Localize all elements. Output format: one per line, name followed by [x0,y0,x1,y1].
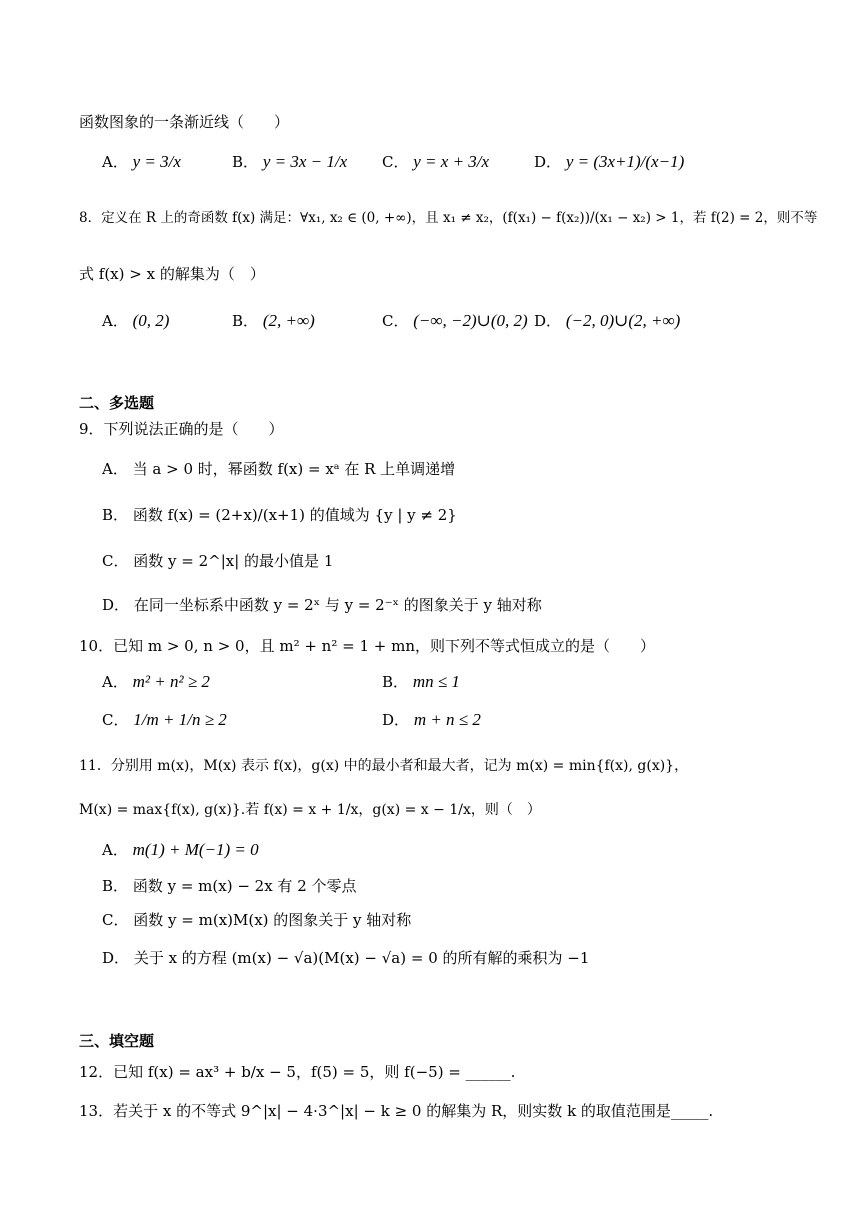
option-label: B． [232,153,259,171]
option-text: mn ≤ 1 [412,672,460,691]
q9-option-d [102,595,542,615]
option-label: A． [102,460,128,478]
option-text: 在同一坐标系中函数 y = 2ˣ 与 y = 2⁻ˣ 的图象关于 y 轴对称 [133,596,542,614]
option-text: m² + n² ≥ 2 [132,672,210,691]
q12-text: 12．已知 f(x) = ax³ + b/x − 5，f(5) = 5，则 f(−5) = ______. [79,1063,516,1081]
option-label: D． [534,312,562,330]
option-text: 函数 y = m(x)M(x) 的图象关于 y 轴对称 [133,911,412,929]
option-text: (−2, 0)∪(2, +∞) [565,311,681,330]
option-text: m + n ≤ 2 [413,710,481,729]
option-label: C． [102,552,129,570]
option-label: A． [102,673,128,691]
option-label: B． [102,506,129,524]
q9-option-a [102,459,455,479]
option-text: y = (3x+1)/(x−1) [565,152,685,171]
option-text: y = 3x − 1/x [262,152,348,171]
q9-option-c [102,551,333,571]
q10-option-a [102,672,210,692]
option-text: m(1) + M(−1) = 0 [132,840,259,859]
q8-option-d [534,311,680,331]
option-text: y = x + 3/x [413,152,490,171]
q10-option-c [102,710,227,730]
q10-option-b [382,672,460,692]
q10-stem: 10．已知 m > 0, n > 0，且 m² + n² = 1 + mn，则下列不等式恒成立的是（ ） [79,637,655,655]
option-label: A． [102,153,128,171]
option-text: 1/m + 1/n ≥ 2 [133,710,227,729]
option-text: 函数 y = m(x) − 2x 有 2 个零点 [132,877,357,895]
q7-option-c [382,152,489,172]
q9-stem: 9．下列说法正确的是（ ） [79,420,284,438]
option-label: D． [382,711,410,729]
q8-stem-line2: 式 f(x) > x 的解集为（ ） [79,265,265,283]
q11-option-b [102,876,357,896]
option-text: 函数 f(x) = (2+x)/(x+1) 的值域为 {y | y ≠ 2} [132,506,457,524]
q9-option-b [102,505,457,525]
q10-option-d [382,710,481,730]
option-label: C． [382,312,409,330]
option-label: D． [102,949,130,967]
option-label: C． [382,153,409,171]
option-text: 当 a > 0 时，幂函数 f(x) = xᵃ 在 R 上单调递增 [132,460,456,478]
q7-stem-tail: 函数图象的一条渐近线（ ） [79,113,290,131]
q13-text: 13．若关于 x 的不等式 9^|x| − 4·3^|x| − k ≥ 0 的解集为 R，则实数 k 的取值范围是_____. [79,1102,714,1120]
option-text: y = 3/x [132,152,181,171]
q7-option-d [534,152,684,172]
q11-option-a [102,840,259,860]
option-label: B． [102,877,129,895]
q11-stem-line2: M(x) = max{f(x), g(x)}.若 f(x) = x + 1/x，g(x) = x − 1/x，则（ ） [79,802,541,818]
q8-option-c [382,311,528,331]
option-text: (2, +∞) [262,311,315,330]
q7-option-b [232,152,347,172]
option-text: (0, 2) [132,311,170,330]
section-heading-multiple-choice: 二、多选题 [79,394,155,412]
option-label: D． [102,596,130,614]
option-text: 关于 x 的方程 (m(x) − √a)(M(x) − √a) = 0 的所有解的乘积为 −1 [133,949,590,967]
option-label: B． [382,673,409,691]
q11-stem-line1: 11．分别用 m(x)，M(x) 表示 f(x)，g(x) 中的最小者和最大者，记为 m(x) = min{f(x), g(x)}， [79,758,689,774]
option-label: C． [102,711,129,729]
q11-option-d [102,948,589,968]
q11-option-c [102,910,411,930]
section-heading-fill-in-blank: 三、填空题 [79,1032,155,1050]
q7-option-a [102,152,181,172]
option-label: D． [534,153,562,171]
option-label: B． [232,312,259,330]
q8-stem-line1: 8．定义在 R 上的奇函数 f(x) 满足：∀x₁, x₂ ∈ (0, +∞)，且 x₁ ≠ x₂，(f(x₁) − f(x₂))/(x₁ − x₂) > 1，若 f(2) = 2，则不等 [79,210,818,226]
option-text: (−∞, −2)∪(0, 2) [413,311,528,330]
option-label: C． [102,911,129,929]
option-label: A． [102,841,128,859]
option-label: A． [102,312,128,330]
q8-option-b [232,311,315,331]
q8-option-a [102,311,169,331]
option-text: 函数 y = 2^|x| 的最小值是 1 [133,552,334,570]
